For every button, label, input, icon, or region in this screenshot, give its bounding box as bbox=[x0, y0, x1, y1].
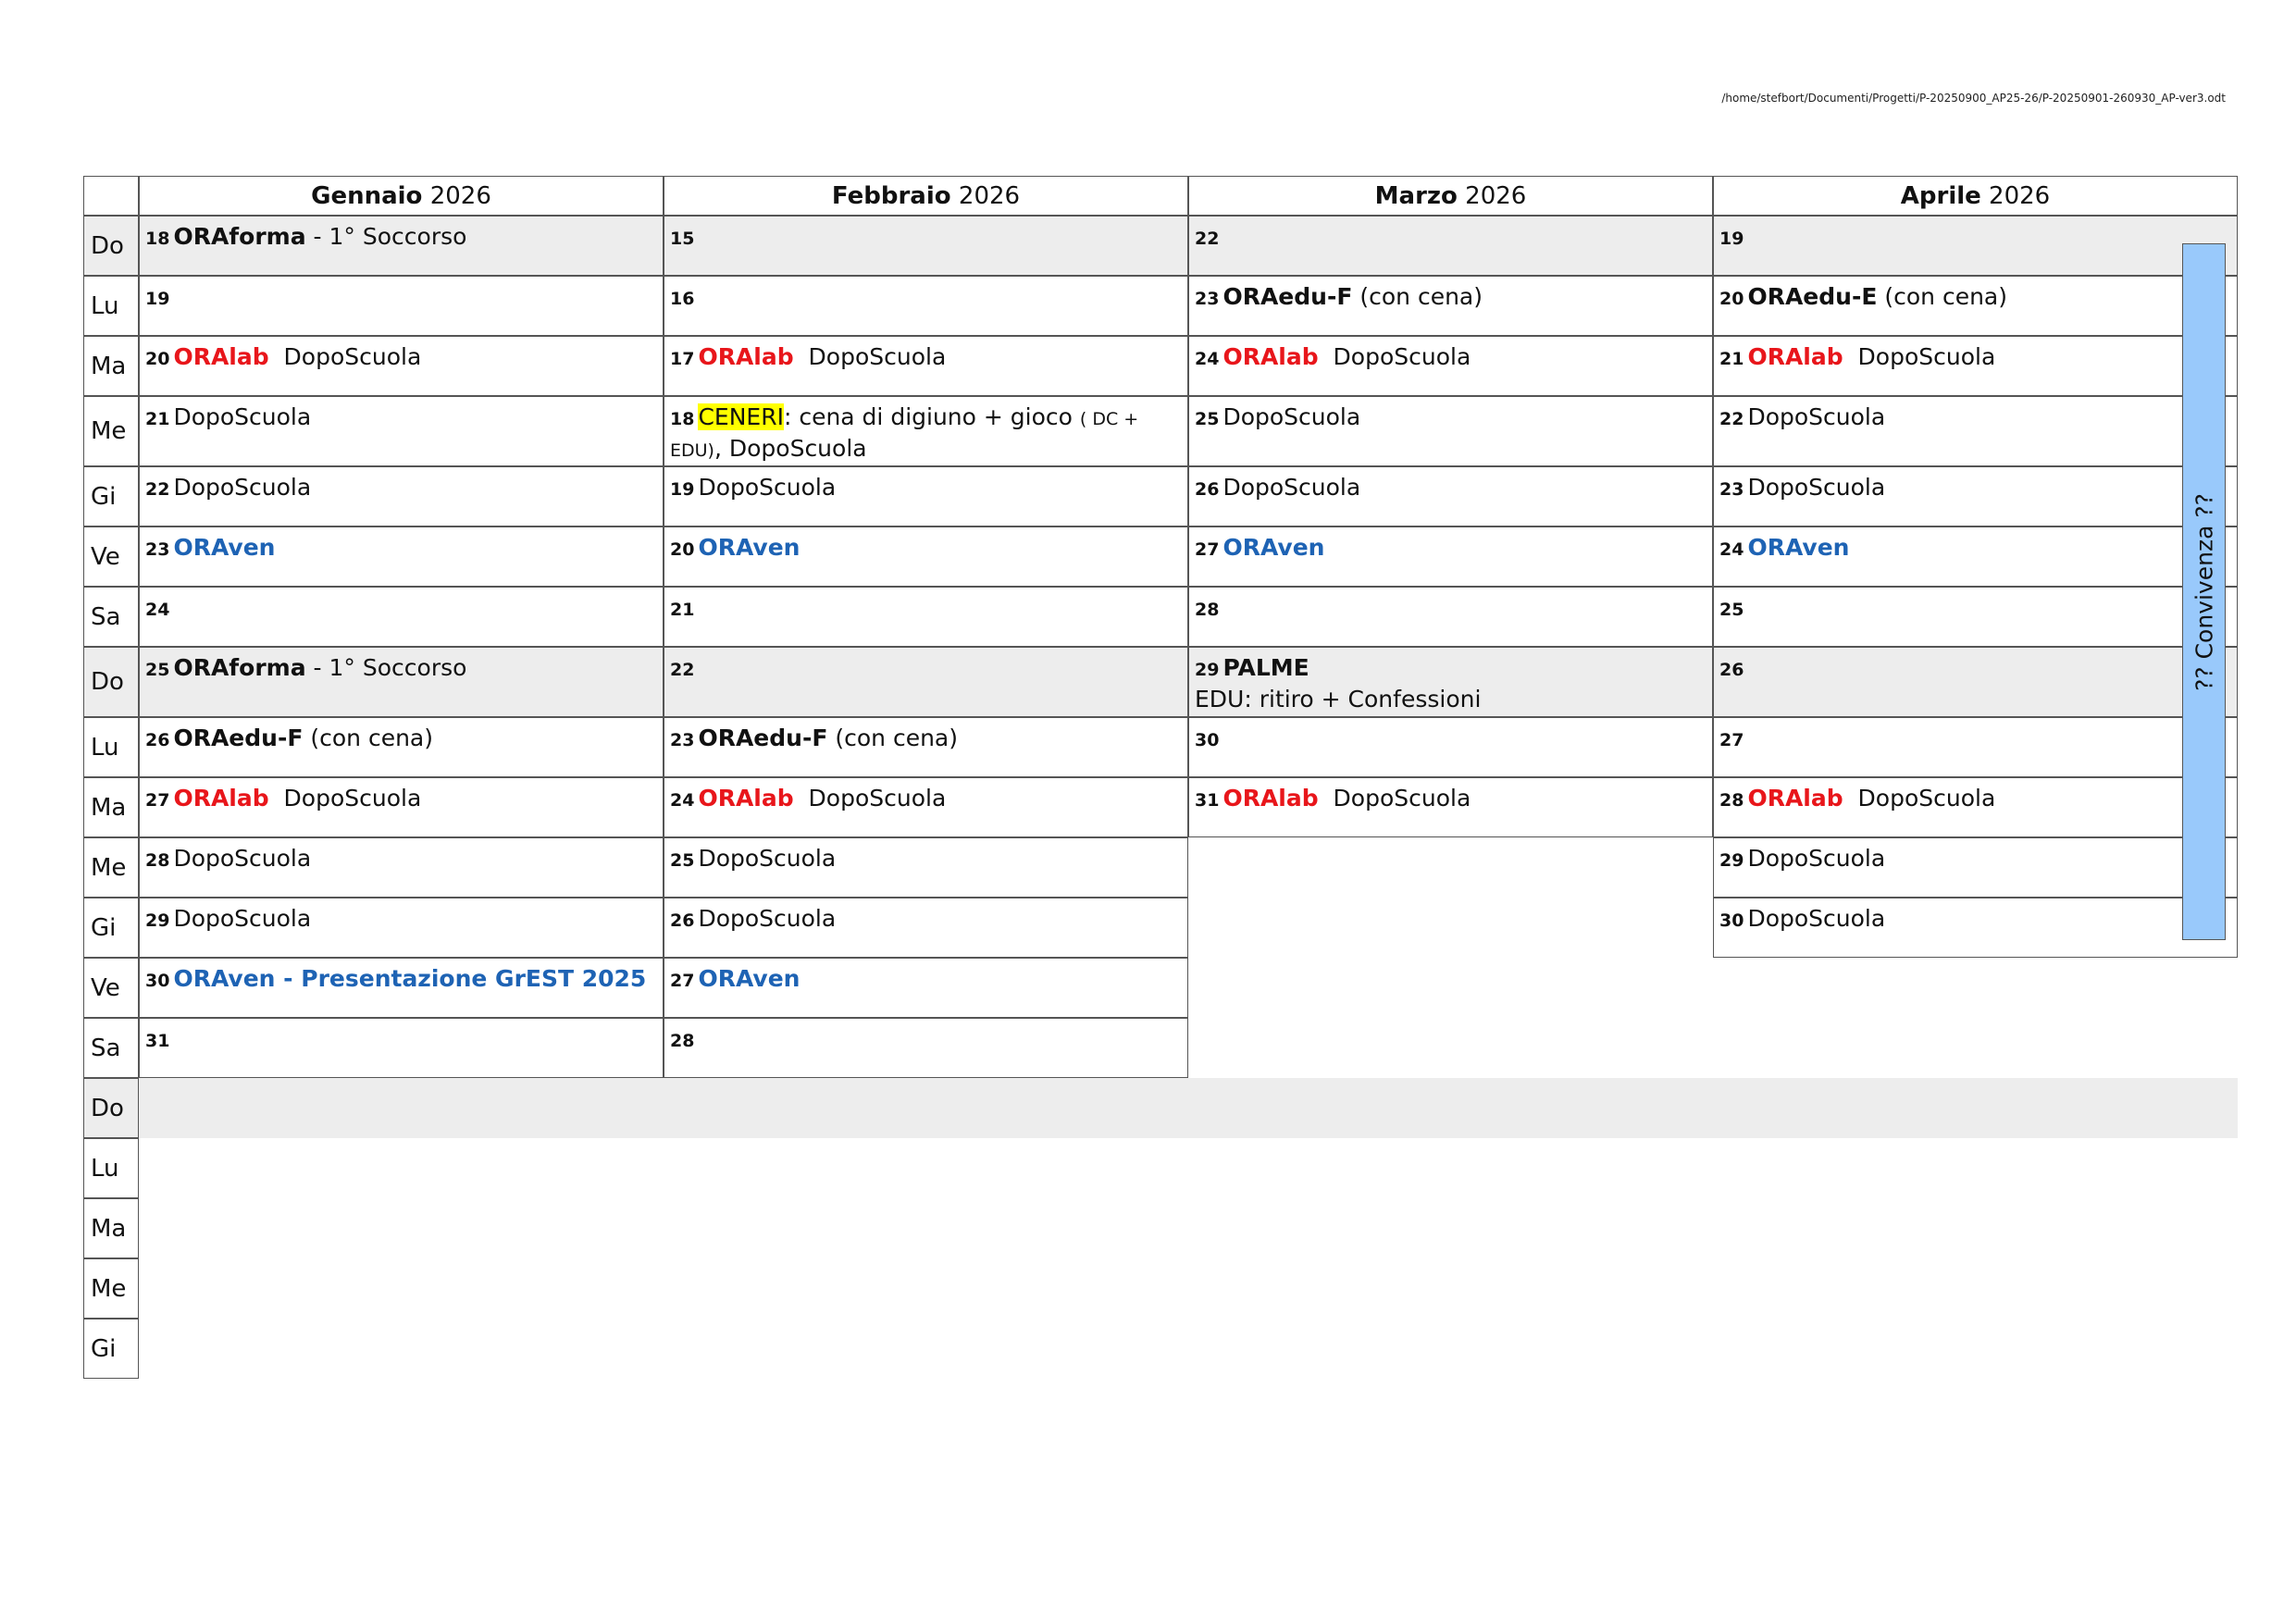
event-text: DopoScuola bbox=[268, 785, 422, 812]
day-cell bbox=[1713, 336, 2238, 396]
event-text: ORAforma bbox=[173, 223, 306, 250]
day-number: 29 bbox=[1719, 850, 1744, 871]
weekday-label: Ve bbox=[83, 958, 139, 1018]
day-number: 20 bbox=[670, 539, 695, 560]
day-cell bbox=[139, 898, 664, 958]
day-number: 24 bbox=[670, 790, 695, 811]
weekday-label: Ma bbox=[83, 777, 139, 837]
day-number: 26 bbox=[145, 730, 170, 750]
day-number: 17 bbox=[670, 349, 695, 369]
month-year: 2026 bbox=[1980, 182, 2051, 210]
event-text: : cena di digiuno + gioco bbox=[783, 403, 1080, 430]
event-text: PALME bbox=[1222, 654, 1309, 681]
day-number: 15 bbox=[670, 229, 695, 249]
event-text: DopoScuola bbox=[1843, 343, 1996, 370]
day-number: 27 bbox=[1195, 539, 1220, 560]
event-text: DopoScuola bbox=[1318, 785, 1471, 812]
event-text: DopoScuola bbox=[793, 785, 947, 812]
day-number: 18 bbox=[670, 409, 695, 429]
day-number: 23 bbox=[670, 730, 695, 750]
day-number: 19 bbox=[145, 289, 170, 309]
weekday-label: Do bbox=[83, 1078, 139, 1138]
event-text: (con cena) bbox=[827, 725, 958, 751]
event-text: ORAlab bbox=[698, 343, 794, 370]
weekday-label: Ve bbox=[83, 527, 139, 587]
day-number: 30 bbox=[145, 971, 170, 991]
day-number: 23 bbox=[1719, 479, 1744, 500]
day-cell bbox=[1713, 647, 2238, 717]
day-number: 28 bbox=[670, 1031, 695, 1051]
day-cell bbox=[139, 777, 664, 837]
weekday-label: Do bbox=[83, 216, 139, 276]
day-cell bbox=[1713, 396, 2238, 466]
day-cell bbox=[664, 466, 1188, 527]
day-number: 19 bbox=[1719, 229, 1744, 249]
event-text: DopoScuola bbox=[698, 845, 837, 872]
event-text: DopoScuola bbox=[1318, 343, 1471, 370]
day-number: 21 bbox=[145, 409, 170, 429]
day-cell bbox=[1713, 777, 2238, 837]
day-cell bbox=[139, 336, 664, 396]
header-corner bbox=[83, 176, 139, 216]
day-cell bbox=[1188, 336, 1713, 396]
event-text: CENERI bbox=[698, 403, 784, 430]
day-number: 27 bbox=[1719, 730, 1744, 750]
day-cell bbox=[664, 717, 1188, 777]
day-cell bbox=[139, 587, 664, 647]
event-text: ORAven bbox=[173, 534, 276, 561]
day-number: 30 bbox=[1195, 730, 1220, 750]
event-text: ORAforma bbox=[173, 654, 306, 681]
weekday-label: Ma bbox=[83, 1198, 139, 1258]
day-number: 20 bbox=[145, 349, 170, 369]
weekday-label: Gi bbox=[83, 1319, 139, 1379]
event-text: ORAlab bbox=[1222, 343, 1319, 370]
day-cell bbox=[139, 958, 664, 1018]
weekday-label: Gi bbox=[83, 466, 139, 527]
day-cell bbox=[664, 898, 1188, 958]
day-number: 24 bbox=[1195, 349, 1220, 369]
day-number: 28 bbox=[1719, 790, 1744, 811]
day-cell bbox=[664, 336, 1188, 396]
day-number: 28 bbox=[1195, 600, 1220, 620]
day-number: 22 bbox=[670, 660, 695, 680]
event-text: DopoScuola bbox=[173, 905, 312, 932]
day-cell bbox=[1713, 837, 2238, 898]
event-text: DopoScuola bbox=[793, 343, 947, 370]
day-cell bbox=[664, 587, 1188, 647]
weekday-label: Lu bbox=[83, 276, 139, 336]
weekday-label: Do bbox=[83, 647, 139, 717]
day-number: 31 bbox=[1195, 790, 1220, 811]
event-text: DopoScuola bbox=[268, 343, 422, 370]
day-cell bbox=[664, 527, 1188, 587]
event-text: DopoScuola bbox=[1747, 905, 1886, 932]
day-number: 26 bbox=[670, 911, 695, 931]
weekday-label: Lu bbox=[83, 717, 139, 777]
convivenza-banner bbox=[2182, 243, 2226, 940]
day-cell bbox=[139, 647, 664, 717]
day-number: 23 bbox=[145, 539, 170, 560]
weekday-label: Me bbox=[83, 396, 139, 466]
weekday-label: Sa bbox=[83, 1018, 139, 1078]
day-cell bbox=[664, 216, 1188, 276]
day-cell bbox=[139, 216, 664, 276]
event-text: DopoScuola bbox=[698, 474, 837, 501]
day-number: 22 bbox=[1195, 229, 1220, 249]
day-cell bbox=[1188, 587, 1713, 647]
event-text: (con cena) bbox=[1877, 283, 2007, 310]
event-text: (con cena) bbox=[303, 725, 433, 751]
day-cell bbox=[664, 396, 1188, 466]
event-text: ORAven bbox=[1747, 534, 1850, 561]
event-text: ( DC + EDU) bbox=[670, 409, 1145, 461]
event-text: ORAedu-F bbox=[698, 725, 828, 751]
day-cell bbox=[1188, 396, 1713, 466]
month-name: Marzo bbox=[1374, 182, 1458, 210]
event-text: ORAedu-E bbox=[1747, 283, 1878, 310]
event-text: DopoScuola bbox=[1222, 403, 1361, 430]
event-text: ORAlab bbox=[698, 785, 794, 812]
day-cell bbox=[1713, 216, 2238, 276]
sunday-row-band bbox=[139, 1078, 2238, 1138]
event-text: , DopoScuola bbox=[714, 435, 867, 462]
event-text: DopoScuola bbox=[173, 845, 312, 872]
day-number: 24 bbox=[1719, 539, 1744, 560]
day-cell bbox=[139, 276, 664, 336]
day-cell bbox=[1188, 527, 1713, 587]
event-text: ORAlab bbox=[1222, 785, 1319, 812]
day-number: 25 bbox=[145, 660, 170, 680]
month-name: Febbraio bbox=[831, 182, 951, 210]
day-number: 26 bbox=[1195, 479, 1220, 500]
month-name: Gennaio bbox=[311, 182, 423, 210]
weekday-label: Sa bbox=[83, 587, 139, 647]
event-text: (con cena) bbox=[1352, 283, 1483, 310]
event-text: - 1° Soccorso bbox=[305, 654, 467, 681]
event-text: DopoScuola bbox=[698, 905, 837, 932]
day-number: 28 bbox=[145, 850, 170, 871]
day-number: 21 bbox=[1719, 349, 1744, 369]
event-text: DopoScuola bbox=[173, 474, 312, 501]
day-cell bbox=[664, 837, 1188, 898]
day-cell bbox=[1713, 587, 2238, 647]
day-number: 31 bbox=[145, 1031, 170, 1051]
month-year: 2026 bbox=[950, 182, 1021, 210]
month-header-gennaio bbox=[139, 176, 664, 216]
event-text: DopoScuola bbox=[1222, 474, 1361, 501]
event-text: DopoScuola bbox=[1747, 403, 1886, 430]
day-cell bbox=[139, 1018, 664, 1078]
event-text: - 1° Soccorso bbox=[305, 223, 467, 250]
day-cell bbox=[1188, 717, 1713, 777]
day-cell bbox=[1713, 898, 2238, 958]
weekday-label: Gi bbox=[83, 898, 139, 958]
day-cell bbox=[1713, 527, 2238, 587]
event-text: ORAedu-F bbox=[1222, 283, 1353, 310]
day-cell bbox=[1188, 466, 1713, 527]
day-cell bbox=[1713, 466, 2238, 527]
month-year: 2026 bbox=[1457, 182, 1527, 210]
event-text: ORAven bbox=[1222, 534, 1325, 561]
day-cell bbox=[139, 717, 664, 777]
event-text: DopoScuola bbox=[1747, 845, 1886, 872]
day-number: 25 bbox=[670, 850, 695, 871]
day-number: 20 bbox=[1719, 289, 1744, 309]
day-cell bbox=[664, 276, 1188, 336]
day-number: 18 bbox=[145, 229, 170, 249]
day-cell bbox=[1188, 647, 1713, 717]
day-cell bbox=[664, 958, 1188, 1018]
day-number: 16 bbox=[670, 289, 695, 309]
day-cell bbox=[1188, 276, 1713, 336]
weekday-label: Lu bbox=[83, 1138, 139, 1198]
day-number: 22 bbox=[1719, 409, 1744, 429]
event-text: ORAven bbox=[698, 965, 800, 992]
month-name: Aprile bbox=[1900, 182, 1981, 210]
day-number: 22 bbox=[145, 479, 170, 500]
event-text: DopoScuola bbox=[1843, 785, 1996, 812]
event-text: ORAlab bbox=[173, 785, 269, 812]
day-number: 29 bbox=[145, 911, 170, 931]
day-number: 26 bbox=[1719, 660, 1744, 680]
day-number: 21 bbox=[670, 600, 695, 620]
month-header-febbraio bbox=[664, 176, 1188, 216]
event-text: DopoScuola bbox=[1747, 474, 1886, 501]
event-text: DopoScuola bbox=[173, 403, 312, 430]
event-text: EDU: ritiro + Confessioni bbox=[1195, 686, 1482, 712]
day-number: 25 bbox=[1719, 600, 1744, 620]
month-header-marzo bbox=[1188, 176, 1713, 216]
month-header-aprile bbox=[1713, 176, 2238, 216]
day-cell bbox=[664, 777, 1188, 837]
day-number: 19 bbox=[670, 479, 695, 500]
day-cell bbox=[139, 466, 664, 527]
day-number: 25 bbox=[1195, 409, 1220, 429]
event-text: ORAedu-F bbox=[173, 725, 304, 751]
weekday-label: Me bbox=[83, 1258, 139, 1319]
month-year: 2026 bbox=[422, 182, 491, 210]
event-text: ORAven bbox=[698, 534, 800, 561]
day-number: 27 bbox=[145, 790, 170, 811]
event-text: ORAlab bbox=[173, 343, 269, 370]
day-cell bbox=[664, 647, 1188, 717]
day-number: 23 bbox=[1195, 289, 1220, 309]
event-text: ORAlab bbox=[1747, 343, 1843, 370]
day-cell bbox=[139, 396, 664, 466]
day-cell bbox=[139, 527, 664, 587]
convivenza-label: ?? Convivenza ?? bbox=[2191, 492, 2217, 691]
day-number: 27 bbox=[670, 971, 695, 991]
day-cell bbox=[1713, 276, 2238, 336]
weekday-label: Me bbox=[83, 837, 139, 898]
file-path: /home/stefbort/Documenti/Progetti/P-20250900_AP25-26/P-20250901-260930_AP-ver3.odt bbox=[1721, 92, 2226, 105]
weekday-label: Ma bbox=[83, 336, 139, 396]
day-cell bbox=[1188, 777, 1713, 837]
event-text: ORAven - Presentazione GrEST 2025 bbox=[173, 965, 647, 992]
day-cell bbox=[664, 1018, 1188, 1078]
day-number: 30 bbox=[1719, 911, 1744, 931]
day-cell bbox=[139, 837, 664, 898]
day-cell bbox=[1713, 717, 2238, 777]
day-number: 29 bbox=[1195, 660, 1220, 680]
day-number: 24 bbox=[145, 600, 170, 620]
day-cell bbox=[1188, 216, 1713, 276]
event-text: ORAlab bbox=[1747, 785, 1843, 812]
